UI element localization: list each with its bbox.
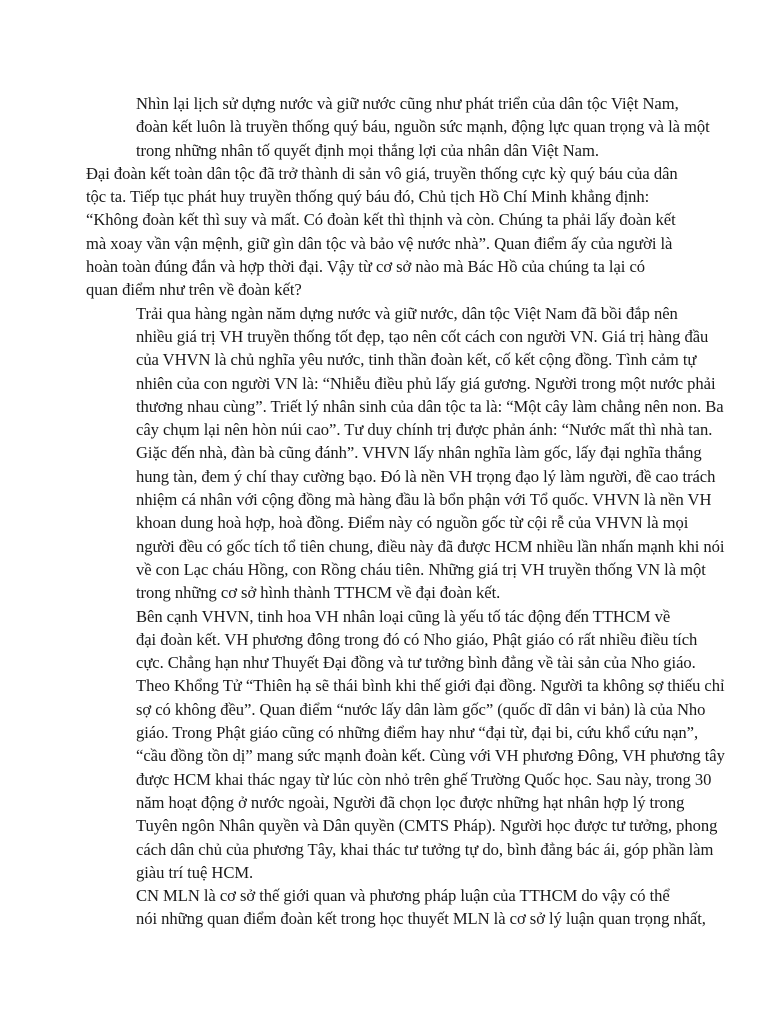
- document-body: [86, 92, 725, 931]
- text-line: quan điểm như trên về đoàn kết?: [86, 280, 302, 300]
- text-line: Giặc đến nhà, đàn bà cũng đánh”. VHVN lấy nhân nghĩa làm gốc, lấy đại nghĩa thắng: [136, 443, 702, 463]
- text-line: Đại đoàn kết toàn dân tộc đã trở thành di sản vô giá, truyền thống cực kỳ quý báu của dân: [86, 163, 678, 183]
- text-line: của VHVN là chủ nghĩa yêu nước, tinh thần đoàn kết, cố kết cộng đồng. Tình cảm tự: [136, 350, 697, 370]
- text-line: nhiều giá trị VH truyền thống tốt đẹp, tạo nên cốt cách con người VN. Giá trị hàng đầu: [136, 326, 709, 346]
- text-line: nhiệm cá nhân với cộng đồng mà hàng đầu là bổn phận với Tổ quốc. VHVN là nền VH: [136, 490, 712, 510]
- text-line: giàu trí tuệ HCM.: [136, 862, 254, 882]
- text-line: trong những cơ sở hình thành TTHCM về đại đoàn kết.: [136, 583, 501, 603]
- text-line: cực. Chẳng hạn như Thuyết Đại đồng và tư tưởng bình đẳng về tài sản của Nho giáo.: [136, 653, 696, 673]
- paragraph-2: [86, 162, 690, 302]
- text-line: Bên cạnh VHVN, tinh hoa VH nhân loại cũng là yếu tố tác động đến TTHCM về: [136, 606, 671, 626]
- text-line: cây chụm lại nên hòn núi cao”. Tư duy chính trị được phản ánh: “Nước mất thì nhà tan.: [136, 420, 713, 440]
- text-line: năm hoạt động ở nước ngoài, Người đã chọn lọc được những hạt nhân hợp lý trong: [136, 792, 685, 812]
- text-line: “Không đoàn kết thì suy và mất. Có đoàn kết thì thịnh và còn. Chúng ta phải lấy đoàn kết: [86, 210, 676, 230]
- text-line: đại đoàn kết. VH phương đông trong đó có Nho giáo, Phật giáo có rất nhiều điều tích: [136, 629, 698, 649]
- text-line: về con Lạc cháu Hồng, con Rồng cháu tiên. Những giá trị VH truyền thống VN là một: [136, 559, 706, 579]
- text-line: trong những nhân tố quyết định mọi thắng lợi của nhân dân Việt Nam.: [136, 140, 599, 160]
- paragraph-1: [86, 92, 710, 162]
- paragraph-5: [86, 884, 706, 931]
- text-line: Tuyên ngôn Nhân quyền và Dân quyền (CMTS Pháp). Người học được tư tưởng, phong: [136, 816, 718, 836]
- text-line: Trải qua hàng ngàn năm dựng nước và giữ nước, dân tộc Việt Nam đã bồi đắp nên: [136, 303, 678, 323]
- text-line: hoàn toàn đúng đắn và hợp thời đại. Vậy từ cơ sở nào mà Bác Hồ của chúng ta lại có: [86, 257, 646, 277]
- text-line: sợ có không đều”. Quan điểm “nước lấy dân làm gốc” (quốc dĩ dân vi bản) là của Nho: [136, 699, 706, 719]
- text-line: giáo. Trong Phật giáo cũng có những điểm hay như “đại từ, đại bi, cứu khổ cứu nạn”,: [136, 723, 699, 743]
- text-line: Theo Khổng Tử “Thiên hạ sẽ thái bình khi thế giới đại đồng. Người ta không sợ thiếu chỉ: [136, 676, 725, 696]
- text-line: “cầu đồng tồn dị” mang sức mạnh đoàn kết. Cùng với VH phương Đông, VH phương tây: [136, 746, 725, 766]
- text-line: Nhìn lại lịch sử dựng nước và giữ nước cũng như phát triển của dân tộc Việt Nam,: [136, 94, 679, 113]
- text-line: đoàn kết luôn là truyền thống quý báu, nguồn sức mạnh, động lực quan trọng và là một: [136, 117, 710, 137]
- text-line: nhiên của con người VN là: “Nhiễu điều phủ lấy giá gương. Người trong một nước phải: [136, 373, 716, 393]
- text-line: được HCM khai thác ngay từ lúc còn nhỏ trên ghế Trường Quốc học. Sau này, trong 30: [136, 769, 712, 789]
- text-line: tộc ta. Tiếp tục phát huy truyền thống quý báu đó, Chủ tịch Hồ Chí Minh khẳng định:: [86, 187, 650, 207]
- text-line: khoan dung hoà hợp, hoà đồng. Điểm này có nguồn gốc từ cội rễ của VHVN là mọi: [136, 513, 689, 533]
- paragraph-4: [86, 605, 725, 885]
- text-line: CN MLN là cơ sở thế giới quan và phương pháp luận của TTHCM do vậy có thể: [136, 886, 670, 906]
- text-line: thương nhau cùng”. Triết lý nhân sinh của dân tộc ta là: “Một cây làm chẳng nên non. Ba: [136, 396, 724, 416]
- text-line: mà xoay vần vận mệnh, giữ gìn dân tộc và bảo vệ nước nhà”. Quan điểm ấy của người là: [86, 233, 673, 253]
- text-line: hung tàn, đem ý chí thay cường bạo. Đó là nền VH trọng đạo lý làm người, đề cao trách: [136, 466, 716, 486]
- text-line: người đều có gốc tích tổ tiên chung, điều này đã được HCM nhiều lần nhấn mạnh khi nói: [136, 536, 725, 556]
- text-line: nói những quan điểm đoàn kết trong học thuyết MLN là cơ sở lý luận quan trọng nhất,: [136, 909, 706, 929]
- text-line: cách dân chủ của phương Tây, khai thác tư tưởng tự do, bình đẳng bác ái, góp phần làm: [136, 839, 714, 859]
- paragraph-3: [86, 302, 725, 605]
